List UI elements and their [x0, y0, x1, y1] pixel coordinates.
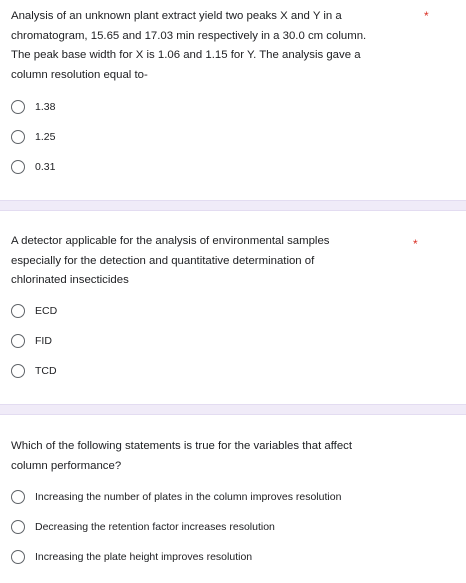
question-card-2 [0, 211, 466, 404]
option-radio[interactable] [11, 517, 275, 537]
option-radio[interactable] [11, 301, 57, 321]
radio-button-icon[interactable] [11, 490, 25, 504]
option-label: Decreasing the retention factor increases resolution [35, 521, 275, 533]
section-divider [0, 200, 466, 211]
radio-button-icon[interactable] [11, 304, 25, 318]
option-radio[interactable] [11, 127, 55, 147]
question-text: A detector applicable for the analysis of environmental samples especially for the detection and quantitative determination of chlorinated insecticides [11, 235, 330, 286]
radio-button-icon[interactable] [11, 160, 25, 174]
option-label: 0.31 [35, 161, 56, 173]
option-label: 1.38 [35, 101, 56, 113]
radio-button-icon[interactable] [11, 334, 25, 348]
option-radio[interactable] [11, 487, 341, 507]
radio-button-icon[interactable] [11, 100, 25, 114]
radio-button-icon[interactable] [11, 364, 25, 378]
option-radio[interactable] [11, 361, 57, 381]
required-asterisk: * [413, 237, 418, 251]
question-text: Analysis of an unknown plant extract yield two peaks X and Y in a chromatogram, 15.65 and 17.03 min respectively in a 30.0 cm column. The peak base width for X is 1.06 and 1.15 for Y. The analysis gave a column resolution equal to- [11, 10, 367, 81]
radio-button-icon[interactable] [11, 520, 25, 534]
radio-button-icon[interactable] [11, 130, 25, 144]
radio-button-icon[interactable] [11, 550, 25, 564]
option-radio[interactable] [11, 331, 52, 351]
section-divider [0, 404, 466, 415]
option-radio[interactable] [11, 97, 55, 117]
option-radio[interactable] [11, 547, 252, 567]
option-label: 1.25 [35, 131, 56, 143]
option-label: FID [35, 335, 52, 347]
option-radio[interactable] [11, 157, 55, 177]
question-text: Which of the following statements is true for the variables that affect column performance? [11, 440, 353, 472]
option-label: TCD [35, 365, 57, 377]
option-label: ECD [35, 305, 58, 317]
option-label: Increasing the plate height improves resolution [35, 551, 253, 563]
required-asterisk: * [424, 9, 429, 23]
question-card-1 [0, 0, 466, 200]
question-card-3 [0, 415, 466, 583]
option-label: Increasing the number of plates in the column improves resolution [35, 491, 342, 503]
